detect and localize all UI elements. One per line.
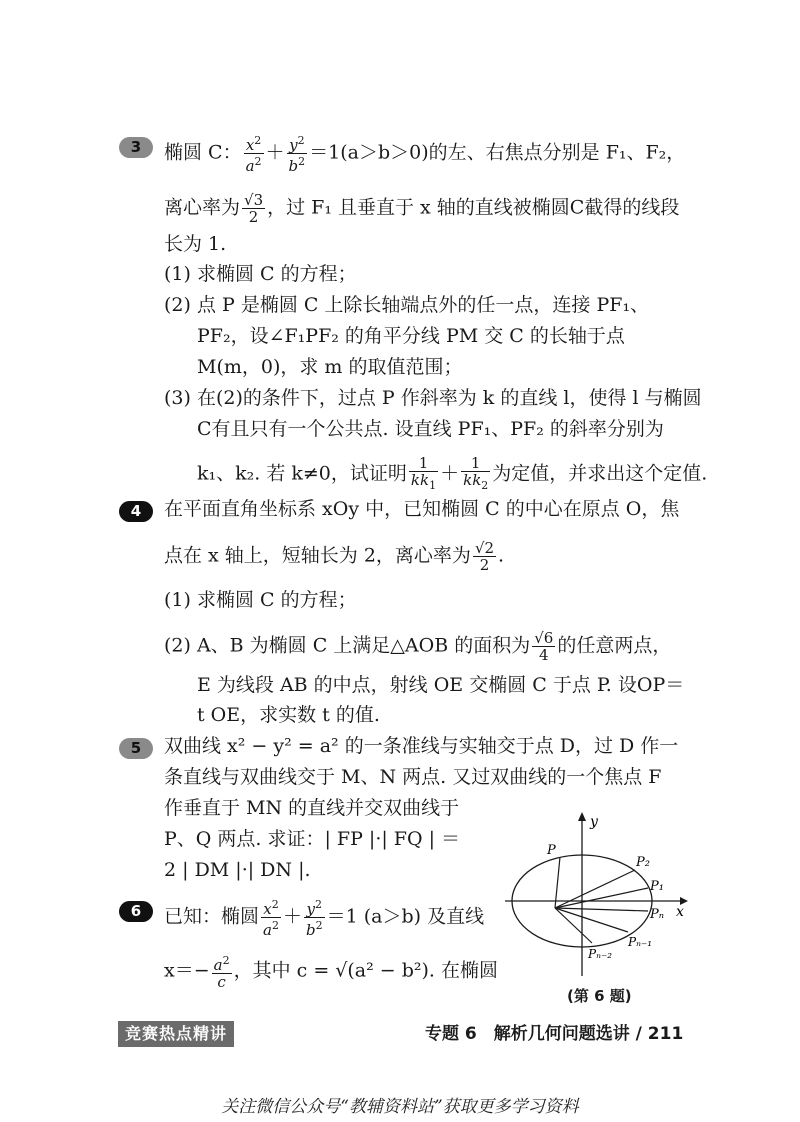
problem-3-line-1: 椭圆 C： $\frac{x^2}{a^2}$ ＋ $\frac{y^2}{b^2}$ ＝1(a＞b＞0)的左、右焦点分别是 F₁、F₂， xyxy=(164,134,686,175)
fraction-sqrt2-2: $\frac{√2}{2}$ xyxy=(474,539,495,574)
problem-4-q1: (1) 求椭圆 C 的方程； xyxy=(164,589,357,611)
problem-4-q2-line-3: t OE，求实数 t 的值. xyxy=(197,704,380,726)
problem-6-badge: 6 xyxy=(119,901,153,922)
fraction-x2-a2: $\frac{x^2}{a^2}$ xyxy=(245,134,262,175)
problem-5-line-4: P、Q 两点. 求证：| FP |·| FQ | ＝ xyxy=(164,828,461,850)
fraction-1-kk2: $\frac{1}{kk_2}$ xyxy=(463,454,489,492)
fraction-x2-a2-b: $\frac{x^2}{a^2}$ xyxy=(263,898,279,939)
segment-p1 xyxy=(555,888,648,908)
label-p1: P₁ xyxy=(650,879,664,894)
segment-pn-1 xyxy=(555,908,628,932)
page-header-topic: 专题 6 解析几何问题选讲 / 211 xyxy=(425,1024,684,1044)
problem-4-q2-line-1: (2) A、B 为椭圆 C 上满足△AOB 的面积为 $\frac{√6}{4}$ 的任意两点， xyxy=(164,629,672,664)
problem-3-line-2: 离心率为 $\frac{√3}{2}$ ，过 F₁ 且垂直于 x 轴的直线被椭圆C截得的线段 xyxy=(164,191,680,226)
problem-4-badge: 4 xyxy=(119,501,153,522)
y-axis-arrow xyxy=(578,812,586,821)
label-p: P xyxy=(547,843,556,858)
problem-5-line-1: 双曲线 x² − y² = a² 的一条准线与实轴交于点 D，过 D 作一 xyxy=(164,735,679,757)
problem-6-line-1: 已知：椭圆 $\frac{x^2}{a^2}$ ＋ $\frac{y^2}{b^2}$ ＝1 (a＞b) 及直线 xyxy=(164,898,485,939)
problem-3-q2-line-3: M(m，0)，求 m 的取值范围； xyxy=(197,356,463,378)
fraction-sqrt6-4: $\frac{√6}{4}$ xyxy=(534,629,554,664)
problem-5-line-5: 2 | DM |·| DN |. xyxy=(164,859,311,881)
problem-4-q2-line-2: E 为线段 AB 的中点，射线 OE 交椭圆 C 于点 P. 设OP＝ xyxy=(197,674,685,696)
fraction-y2-b2: $\frac{y^2}{b^2}$ xyxy=(288,134,306,175)
problem-3-q1: (1) 求椭圆 C 的方程； xyxy=(164,263,357,285)
label-x: x xyxy=(676,904,684,920)
watermark-note: 关注微信公众号“教辅资料站”获取更多学习资料 xyxy=(221,1097,579,1117)
label-pn: Pₙ xyxy=(650,907,665,922)
fraction-a2-c: $\frac{a^2}{c}$ xyxy=(213,954,230,991)
problem-3-line-3: 长为 1. xyxy=(164,233,227,255)
segment-pn-2 xyxy=(555,908,592,943)
section-tag: 竞赛热点精讲 xyxy=(118,1021,234,1047)
problem-6-line-2: x＝− $\frac{a^2}{c}$ ，其中 c = √(a² − b²). 在椭圆 xyxy=(164,954,499,991)
label-pn-2: Pₙ₋₂ xyxy=(588,947,613,961)
fraction-sqrt3-2: $\frac{√3}{2}$ xyxy=(244,191,264,226)
problem-4-line-2: 点在 x 轴上，短轴长为 2，离心率为 $\frac{√2}{2}$ . xyxy=(164,539,505,574)
problem-5-line-3: 作垂直于 MN 的直线并交双曲线于 xyxy=(164,797,460,819)
segment-pn xyxy=(555,908,648,911)
fraction-y2-b2-b: $\frac{y^2}{b^2}$ xyxy=(305,898,323,939)
problem-4-line-1: 在平面直角坐标系 xOy 中，已知椭圆 C 的中心在原点 O，焦 xyxy=(164,498,680,520)
problem-3-q3-line-1: (3) 在(2)的条件下，过点 P 作斜率为 k 的直线 l，使得 l 与椭圆 xyxy=(164,387,702,409)
problem-5-badge: 5 xyxy=(119,738,153,759)
label-y: y xyxy=(590,814,598,830)
label-pn-1: Pₙ₋₁ xyxy=(628,935,653,949)
fraction-1-kk1: $\frac{1}{kk_1}$ xyxy=(410,454,437,492)
problem-5-line-2: 条直线与双曲线交于 M、N 两点. 又过双曲线的一个焦点 F xyxy=(164,766,662,788)
problem-3-q2-line-2: PF₂，设∠F₁PF₂ 的角平分线 PM 交 C 的长轴于点 xyxy=(197,325,625,347)
problem-3-badge: 3 xyxy=(119,137,153,158)
problem-3-q3-line-2: C有且只有一个公共点. 设直线 PF₁、PF₂ 的斜率分别为 xyxy=(197,418,664,440)
segment-p xyxy=(555,857,560,908)
figure-caption: (第 6 题) xyxy=(567,987,632,1005)
problem-3-q2-line-1: (2) 点 P 是椭圆 C 上除长轴端点外的任一点，连接 PF₁、 xyxy=(164,294,650,316)
segment-p2 xyxy=(555,870,635,908)
label-p2: P₂ xyxy=(636,855,650,870)
ellipse-figure xyxy=(500,808,695,983)
problem-3-q3-line-3: k₁、k₂. 若 k≠0，试证明 $\frac{1}{kk_1}$ ＋ $\frac{1}{kk_2}$ 为定值，并求出这个定值. xyxy=(197,454,708,492)
